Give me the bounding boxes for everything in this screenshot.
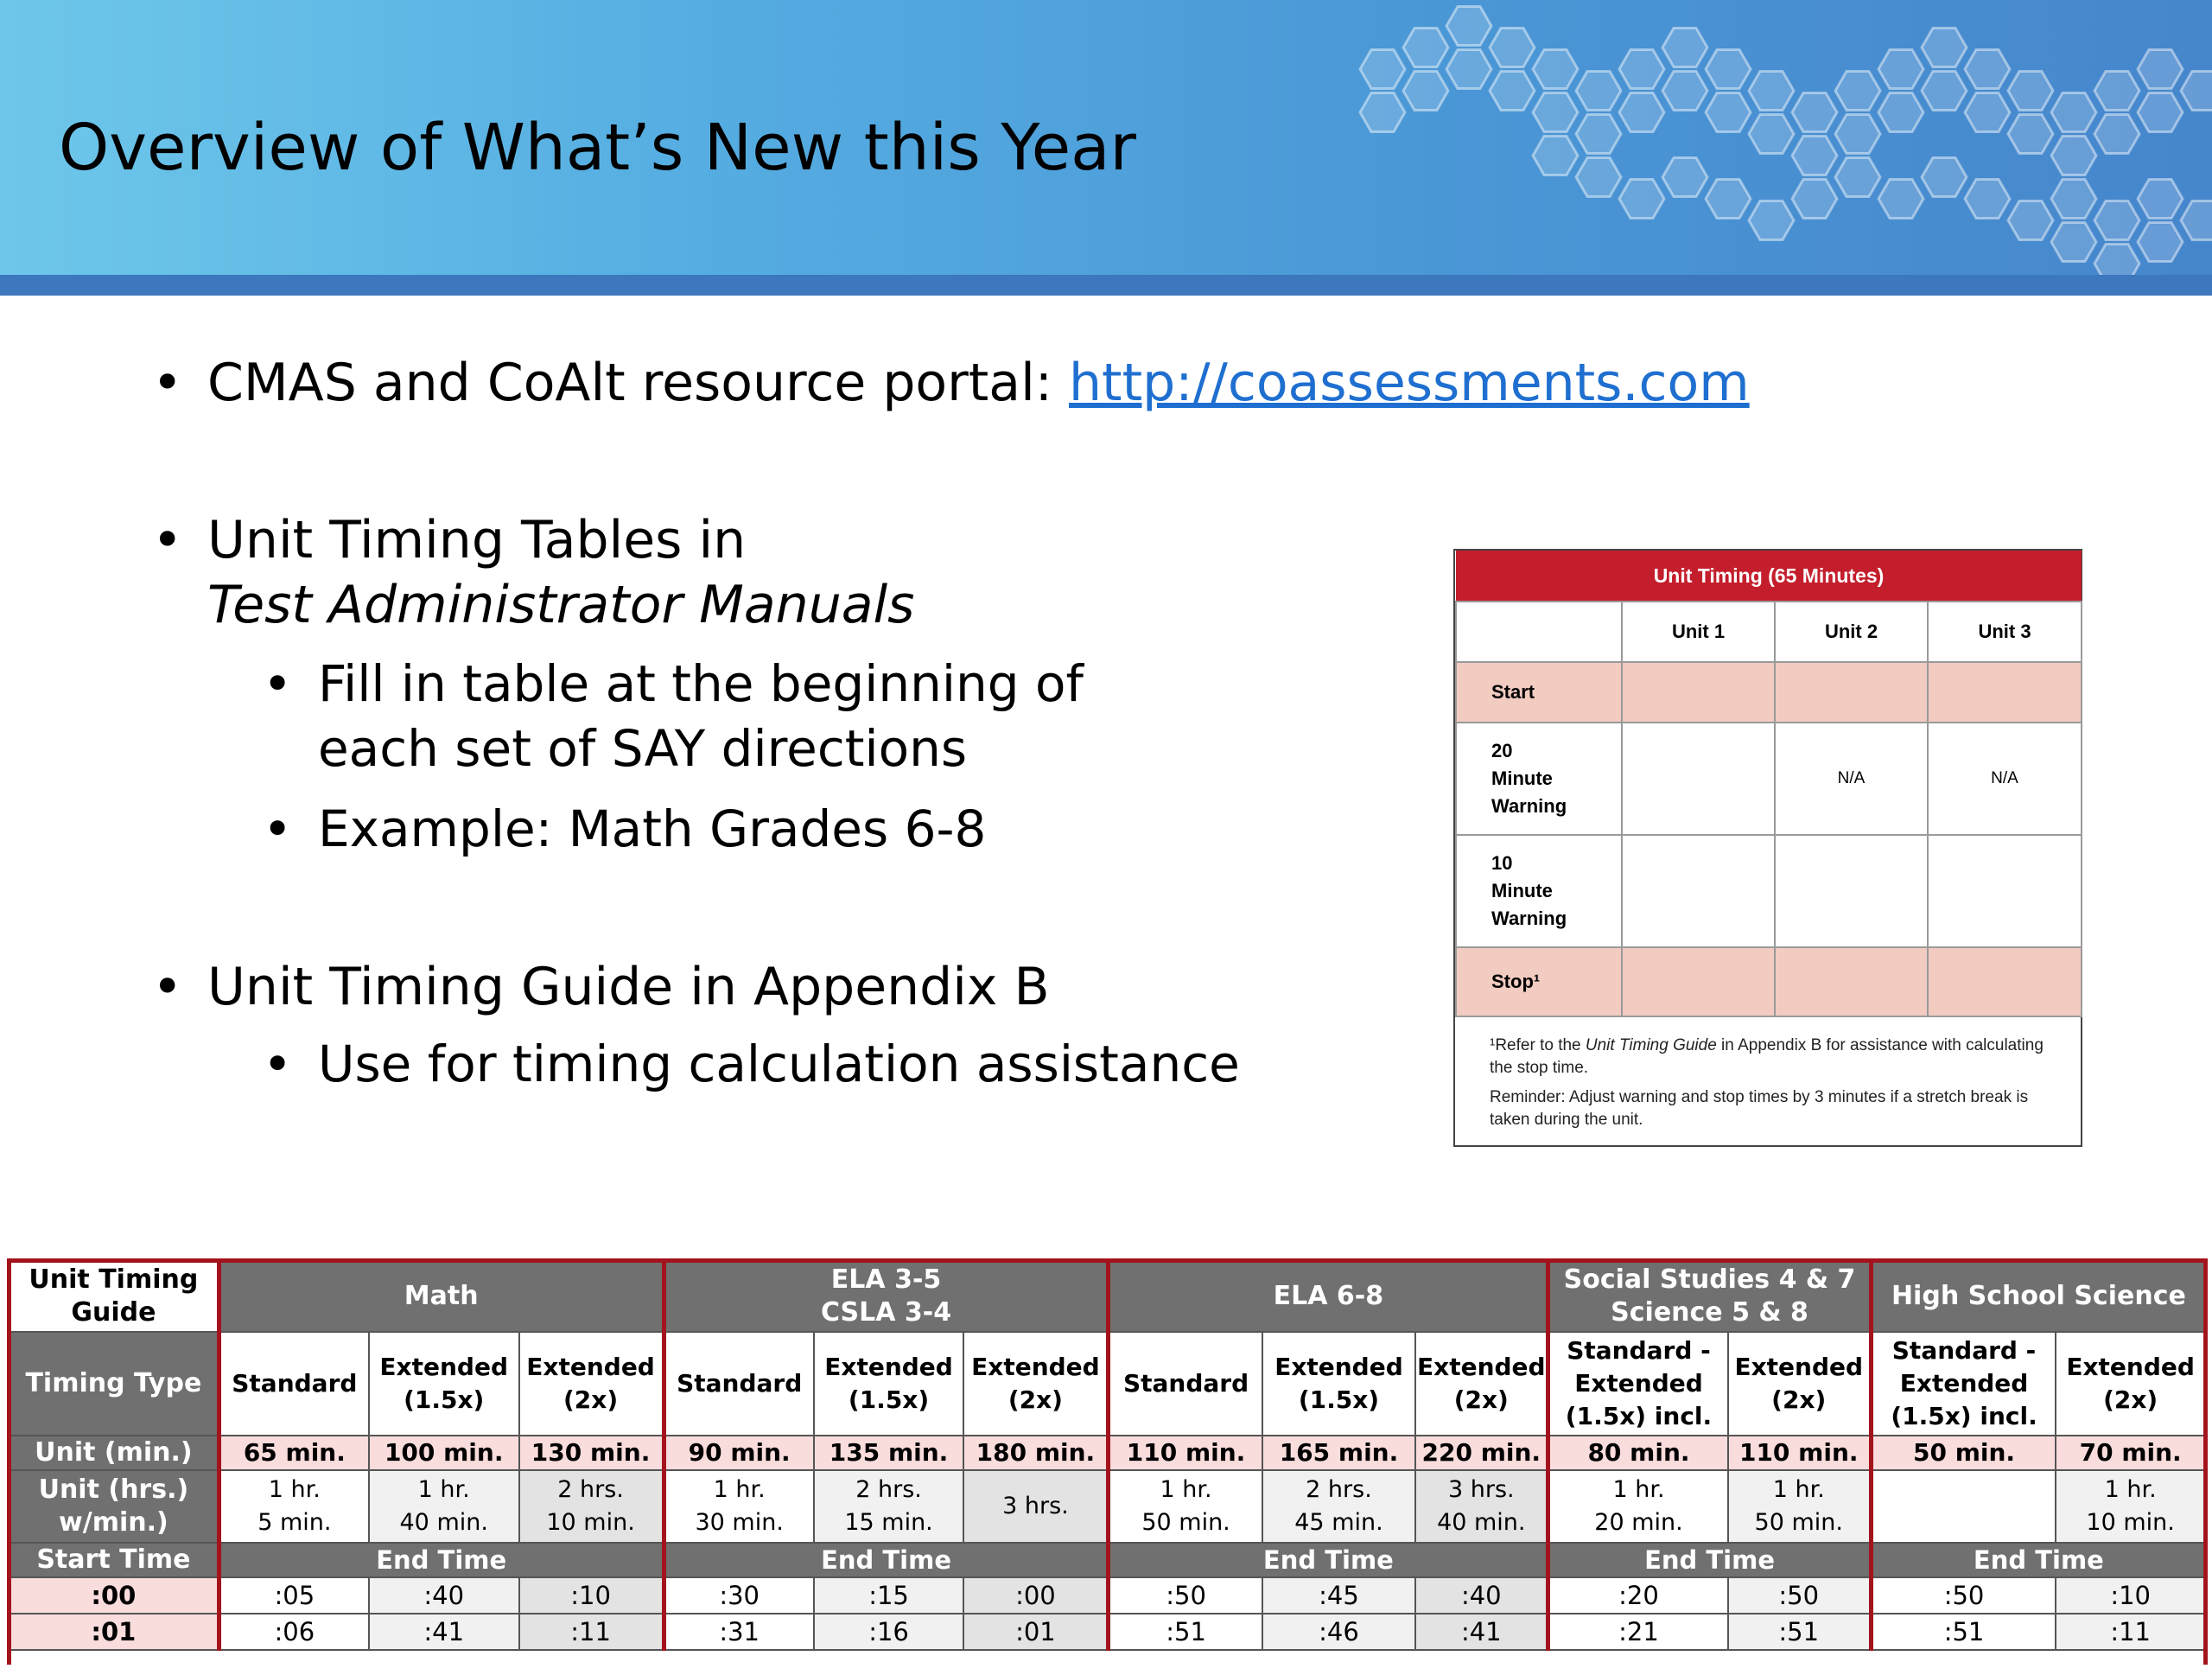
timing-type-cell: Extended (2x) — [1415, 1332, 1548, 1436]
timing-type-cell: Extended (2x) — [963, 1332, 1109, 1436]
hexagon-shape — [2051, 137, 2096, 175]
header-divider-bar — [0, 275, 2212, 296]
end-time-cell: :21 — [1548, 1614, 1728, 1650]
timing-type-row — [10, 1332, 2205, 1436]
end-time-cell: :11 — [519, 1614, 664, 1650]
hexagon-shape — [1835, 115, 1880, 154]
hexagon-shape — [2094, 245, 2139, 276]
use-for-text: Use for timing calculation assistance — [318, 1035, 1240, 1093]
ela68-group-header: ELA 6-8 — [1109, 1261, 1548, 1332]
unit-minutes-cell: 135 min. — [814, 1436, 964, 1470]
hexagon-shape — [1965, 93, 2010, 132]
fill-line1: Fill in table at the beginning of — [318, 654, 1084, 713]
hexagon-shape — [1835, 158, 1880, 197]
start-row-label: Start — [1456, 662, 1622, 723]
end-time-cell: :31 — [664, 1614, 814, 1650]
unit-hours-cell: 1 hr. 30 min. — [664, 1470, 814, 1543]
start-time-label: Start Time — [10, 1543, 219, 1577]
hexagon-shape — [1835, 72, 1880, 111]
hexagon-shape — [1706, 180, 1751, 219]
end-time-cell: :11 — [2056, 1614, 2205, 1650]
unit-minutes-cell: 220 min. — [1415, 1436, 1548, 1470]
bullet-dot: • — [263, 1035, 293, 1093]
hexagon-shape — [2094, 72, 2139, 111]
end-time-header: End Time — [219, 1543, 664, 1577]
hexagon-shape — [1360, 93, 1405, 132]
warn20-row-label: 20 Minute Warning — [1456, 723, 1622, 835]
unit3-header: Unit 3 — [1928, 602, 2082, 662]
hexagon-shape — [1792, 180, 1837, 219]
start-end-header-row — [10, 1543, 2205, 1577]
hexagon-shape — [1706, 93, 1751, 132]
timing-type-cell: Extended (1.5x) — [1262, 1332, 1416, 1436]
unit2-header: Unit 2 — [1775, 602, 1928, 662]
start-time-cell: :01 — [10, 1614, 219, 1650]
hexagon-shape — [1749, 72, 1794, 111]
unit-hours-cell: 1 hr. 50 min. — [1109, 1470, 1262, 1543]
unit-hours-cell: 1 hr. 40 min. — [369, 1470, 519, 1543]
start-time-cell: :00 — [10, 1577, 219, 1614]
unit-minutes-label: Unit (min.) — [10, 1436, 219, 1470]
timing-data-row — [10, 1577, 2205, 1614]
hexagon-shape — [1576, 158, 1621, 197]
end-time-cell: :40 — [369, 1577, 519, 1614]
hexagon-shape — [2181, 201, 2212, 240]
warn10-unit2-cell — [1775, 835, 1928, 947]
unit1-header: Unit 1 — [1622, 602, 1775, 662]
hexagon-shape — [1878, 180, 1923, 219]
unit-timing-grid — [1455, 551, 2082, 1017]
end-time-cell: :00 — [963, 1577, 1109, 1614]
hexagon-shape — [1662, 72, 1707, 111]
unit-minutes-cell: 65 min. — [219, 1436, 369, 1470]
hexagon-shape — [1965, 50, 2010, 89]
unit-minutes-cell: 110 min. — [1109, 1436, 1262, 1470]
end-time-cell: :50 — [1109, 1577, 1262, 1614]
footnote-reminder: Reminder: Adjust warning and stop times by 3 minutes if a stretch break is taken during the unit. — [1490, 1088, 2029, 1129]
stop-unit1-cell — [1622, 947, 1775, 1016]
timing-type-label: Timing Type — [10, 1332, 219, 1436]
timing-type-cell: Extended (1.5x) — [369, 1332, 519, 1436]
portal-link[interactable]: http://coassessments.com — [1069, 353, 1750, 413]
unit-minutes-cell: 100 min. — [369, 1436, 519, 1470]
hexagon-shape — [1403, 29, 1448, 67]
unit-timing-title: Unit Timing (65 Minutes) — [1456, 551, 2082, 602]
hexagon-shape — [1403, 72, 1448, 111]
hexagon-shape — [1662, 29, 1707, 67]
bullet-dot: • — [263, 799, 293, 858]
unit-hours-cell — [1871, 1470, 2056, 1543]
start-unit3-cell — [1928, 662, 2082, 723]
end-time-cell: :51 — [1728, 1614, 1872, 1650]
unit-minutes-cell: 110 min. — [1728, 1436, 1872, 1470]
hexagon-shape — [2051, 180, 2096, 219]
hexagon-shape — [2138, 50, 2183, 89]
hexagon-shape — [2008, 72, 2053, 111]
hexagon-shape — [1878, 93, 1923, 132]
unit-minutes-cell: 50 min. — [1871, 1436, 2056, 1470]
example-text: Example: Math Grades 6-8 — [318, 799, 987, 858]
timing-data-row — [10, 1614, 2205, 1650]
end-time-cell: :01 — [963, 1614, 1109, 1650]
warn20-unit1-cell — [1622, 723, 1775, 835]
hexagon-shape — [1490, 29, 1535, 67]
end-time-cell: :16 — [814, 1614, 964, 1650]
slide-title: Overview of What’s New this Year — [59, 111, 1136, 185]
unit-hours-cell: 2 hrs. 10 min. — [519, 1470, 664, 1543]
guide-corner-label: Unit Timing Guide — [10, 1261, 219, 1332]
unit-hours-cell: 1 hr. 20 min. — [1548, 1470, 1728, 1543]
guide-text: Unit Timing Guide in Appendix B — [207, 957, 1050, 1017]
end-time-header: End Time — [664, 1543, 1109, 1577]
end-time-cell: :50 — [1871, 1577, 2056, 1614]
hexagon-shape — [1922, 158, 1967, 197]
fill-line2: each set of SAY directions — [318, 719, 968, 778]
hexagon-shape — [1706, 50, 1751, 89]
hexagon-shape — [1749, 201, 1794, 240]
table-footnote — [1455, 1017, 2081, 1131]
timing-type-cell: Extended (2x) — [519, 1332, 664, 1436]
end-time-cell: :10 — [519, 1577, 664, 1614]
unit-minutes-cell: 180 min. — [963, 1436, 1109, 1470]
hexagon-shape — [1792, 137, 1837, 175]
hexagon-shape — [1446, 50, 1491, 89]
unit-hours-row — [10, 1470, 2205, 1543]
timing-tables-line2: Test Administrator Manuals — [207, 575, 915, 635]
ela35-group-header: ELA 3-5 CSLA 3-4 — [664, 1261, 1109, 1332]
hexagon-shape — [2051, 223, 2096, 262]
hexagon-shape — [2138, 180, 2183, 219]
stop-row-label: Stop¹ — [1456, 947, 1622, 1016]
timing-type-cell: Extended (1.5x) — [814, 1332, 964, 1436]
stop-unit2-cell — [1775, 947, 1928, 1016]
end-time-cell: :51 — [1109, 1614, 1262, 1650]
warn10-row-label: 10 Minute Warning — [1456, 835, 1622, 947]
hexagon-shape — [1922, 29, 1967, 67]
end-time-cell: :10 — [2056, 1577, 2205, 1614]
hexagon-shape — [2094, 115, 2139, 154]
end-time-cell: :40 — [1415, 1577, 1548, 1614]
hexagon-shape — [1576, 115, 1621, 154]
end-time-cell: :41 — [369, 1614, 519, 1650]
unit-minutes-cell: 130 min. — [519, 1436, 664, 1470]
stop-unit3-cell — [1928, 947, 2082, 1016]
timing-type-cell: Extended (2x) — [2056, 1332, 2205, 1436]
timing-type-cell: Standard - Extended (1.5x) incl. — [1548, 1332, 1728, 1436]
end-time-header: End Time — [1109, 1543, 1548, 1577]
portal-label: CMAS and CoAlt resource portal: — [207, 353, 1070, 413]
start-unit1-cell — [1622, 662, 1775, 723]
unit-hours-cell: 2 hrs. 45 min. — [1262, 1470, 1416, 1543]
unit-hours-cell: 1 hr. 5 min. — [219, 1470, 369, 1543]
unit-minutes-cell: 80 min. — [1548, 1436, 1728, 1470]
timing-type-cell: Standard - Extended (1.5x) incl. — [1871, 1332, 2056, 1436]
hexagon-shape — [1619, 93, 1664, 132]
bullet-dot: • — [152, 957, 183, 1017]
end-time-cell: :50 — [1728, 1577, 1872, 1614]
slide-header — [0, 0, 2212, 275]
timing-type-cell: Extended (2x) — [1728, 1332, 1872, 1436]
unit-hours-cell: 3 hrs. 40 min. — [1415, 1470, 1548, 1543]
hexagon-shape — [2138, 93, 2183, 132]
hexagon-shape — [1749, 115, 1794, 154]
hexagon-shape — [1490, 72, 1535, 111]
footnote-refer: ¹Refer to the Unit Timing Guide in Appendix B for assistance with calculating the stop time. — [1490, 1036, 2044, 1077]
blank-header-cell — [1456, 602, 1622, 662]
hexagon-shape — [1576, 72, 1621, 111]
unit-timing-guide-table — [9, 1260, 2206, 1675]
warn10-unit1-cell — [1622, 835, 1775, 947]
hs-science-group-header: High School Science — [1871, 1261, 2205, 1332]
hexagon-shape — [2051, 93, 2096, 132]
ss-science-group-header: Social Studies 4 & 7 Science 5 & 8 — [1548, 1261, 1872, 1332]
bullet-dot: • — [152, 353, 183, 413]
hexagon-shape — [1533, 50, 1578, 89]
hexagon-shape — [1662, 158, 1707, 197]
hexagon-shape — [1792, 93, 1837, 132]
math-group-header: Math — [219, 1261, 664, 1332]
timing-type-cell: Standard — [1109, 1332, 1262, 1436]
hexagon-shape — [1922, 72, 1967, 111]
unit-minutes-cell: 165 min. — [1262, 1436, 1416, 1470]
hexagon-shape — [2094, 201, 2139, 240]
end-time-cell: :41 — [1415, 1614, 1548, 1650]
unit-hours-cell: 1 hr. 10 min. — [2056, 1470, 2205, 1543]
hexagon-shape — [2008, 115, 2053, 154]
hexagon-shape — [1965, 180, 2010, 219]
timing-type-cell: Standard — [219, 1332, 369, 1436]
end-time-header: End Time — [1548, 1543, 1872, 1577]
hexagon-shape — [1533, 137, 1578, 175]
hexagon-shape — [1878, 50, 1923, 89]
warn20-unit3-na: N/A — [1928, 723, 2082, 835]
end-time-cell: :06 — [219, 1614, 369, 1650]
unit-minutes-cell: 70 min. — [2056, 1436, 2205, 1470]
warn10-unit3-cell — [1928, 835, 2082, 947]
end-time-cell: :51 — [1871, 1614, 2056, 1650]
hexagon-shape — [1619, 50, 1664, 89]
unit-hours-label: Unit (hrs.) w/min.) — [10, 1470, 219, 1543]
end-time-cell: :46 — [1262, 1614, 1416, 1650]
unit-minutes-row — [10, 1436, 2205, 1470]
unit-hours-cell: 2 hrs. 15 min. — [814, 1470, 964, 1543]
hexagon-shape — [1533, 93, 1578, 132]
warn20-unit2-na: N/A — [1775, 723, 1928, 835]
hexagon-pattern-decoration — [1313, 0, 2212, 275]
unit-minutes-cell: 90 min. — [664, 1436, 814, 1470]
end-time-cell: :30 — [664, 1577, 814, 1614]
end-time-cell: :15 — [814, 1577, 964, 1614]
end-time-header: End Time — [1871, 1543, 2205, 1577]
unit-timing-table-image — [1453, 549, 2082, 1147]
hexagon-shape — [2008, 201, 2053, 240]
hexagon-shape — [2181, 72, 2212, 111]
timing-tables-line1: Unit Timing Tables in — [207, 510, 747, 570]
timing-type-cell: Standard — [664, 1332, 814, 1436]
unit-hours-cell: 1 hr. 50 min. — [1728, 1470, 1872, 1543]
guide-group-header-row — [10, 1261, 2205, 1332]
end-time-cell: :45 — [1262, 1577, 1416, 1614]
unit-hours-cell: 3 hrs. — [963, 1470, 1109, 1543]
bullet-dot: • — [152, 510, 183, 570]
bullet-dot: • — [263, 654, 293, 713]
hexagon-shape — [1360, 50, 1405, 89]
hexagon-shape — [2138, 223, 2183, 262]
end-time-cell: :05 — [219, 1577, 369, 1614]
hexagon-shape — [1619, 180, 1664, 219]
hexagon-shape — [1446, 7, 1491, 46]
start-unit2-cell — [1775, 662, 1928, 723]
end-time-cell: :20 — [1548, 1577, 1728, 1614]
